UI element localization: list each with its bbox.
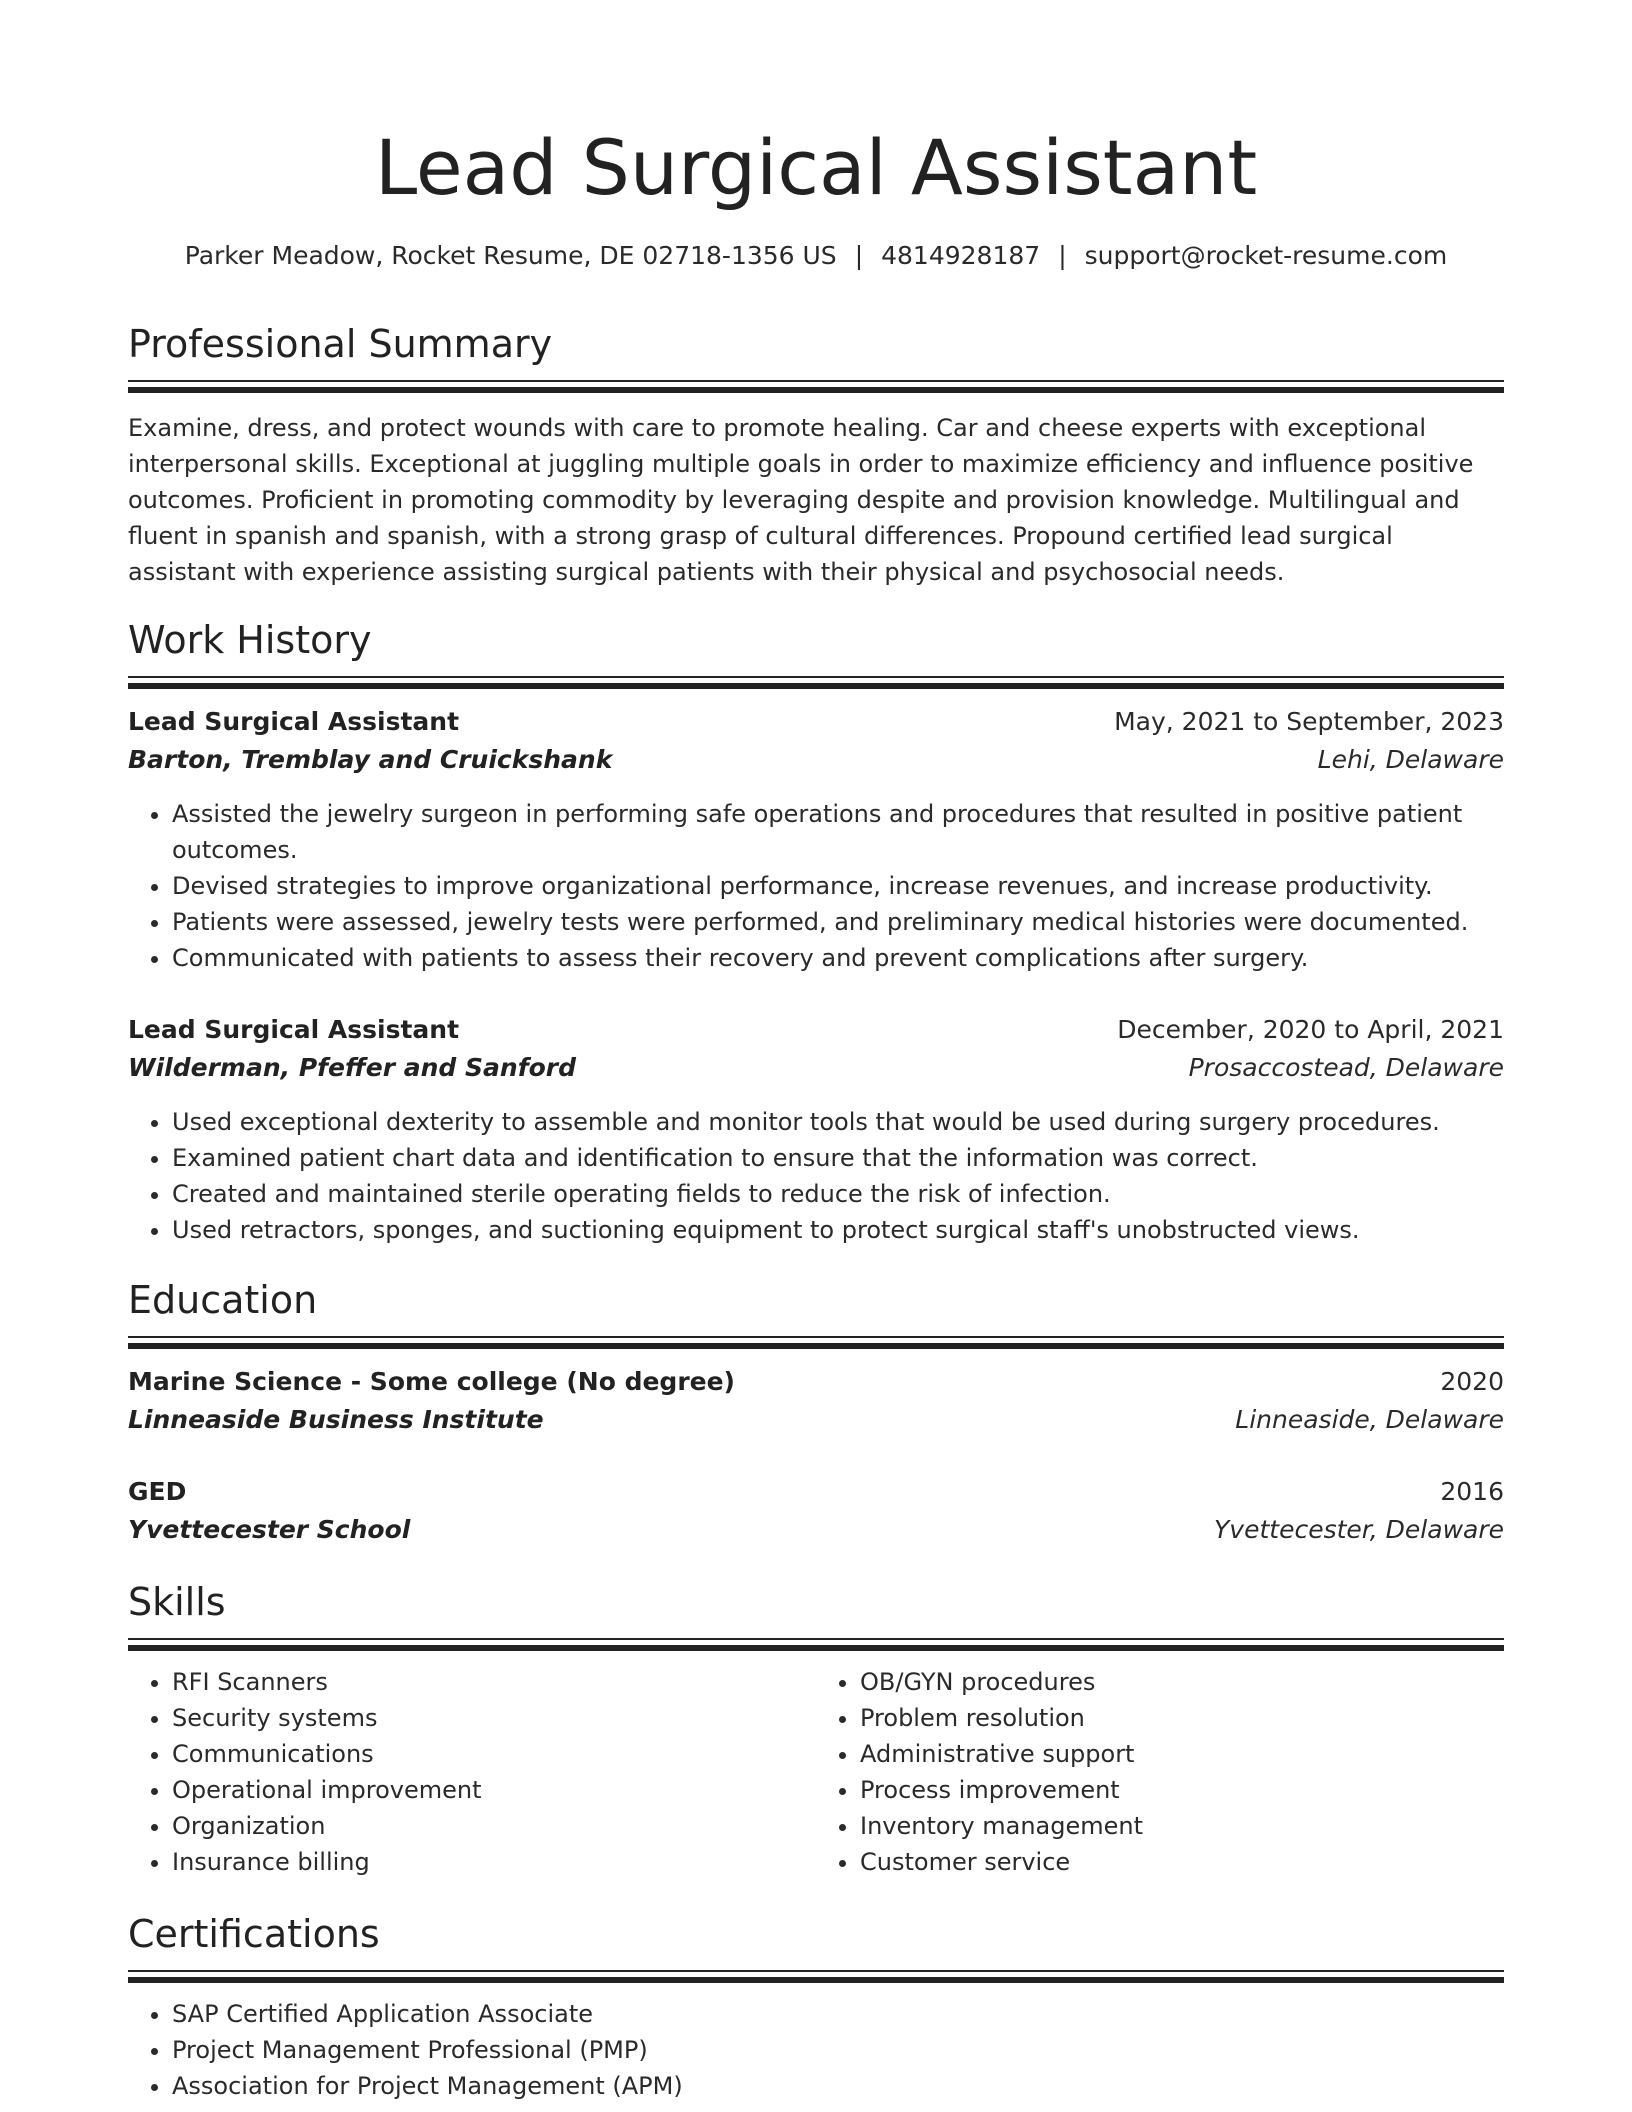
- job-dates: May, 2021 to September, 2023: [1114, 707, 1504, 736]
- list-item: • Administrative support: [860, 1736, 1504, 1772]
- contact-separator: |: [854, 241, 864, 270]
- list-item: • Association for Project Management (APM): [172, 2068, 1504, 2104]
- summary-section: [128, 318, 1504, 590]
- list-item: • Communications: [172, 1736, 816, 1772]
- list-item: • Communicated with patients to assess their recovery and prevent complications after surgery.: [172, 940, 1504, 976]
- list-item: • Operational improvement: [172, 1772, 816, 1808]
- education-header-row: [128, 1364, 1504, 1400]
- education-location: Yvettecester, Delaware: [1214, 1515, 1504, 1544]
- section-divider: [128, 380, 1504, 394]
- list-item: • Patients were assessed, jewelry tests were performed, and preliminary medical histories were documented.: [172, 904, 1504, 940]
- section-heading: Education: [128, 1278, 318, 1322]
- list-item: • Process improvement: [860, 1772, 1504, 1808]
- list-item: • Examined patient chart data and identification to ensure that the information was correct.: [172, 1140, 1504, 1176]
- skills-section: [128, 1576, 1504, 1880]
- job-header-row: [128, 1012, 1504, 1048]
- section-heading: Skills: [128, 1580, 226, 1624]
- job-role: Lead Surgical Assistant: [128, 707, 460, 736]
- list-item: • Inventory management: [860, 1808, 1504, 1844]
- list-item: • Assisted the jewelry surgeon in performing safe operations and procedures that resulted in positive patient outcomes.: [172, 796, 1504, 868]
- contact-email: support@rocket-resume.com: [1084, 241, 1448, 270]
- list-item: • SAP Certified Application Associate: [172, 1996, 1504, 2032]
- list-item: • Customer service: [860, 1844, 1504, 1880]
- section-divider: [128, 1970, 1504, 1984]
- list-item: • Project Management Professional (PMP): [172, 2032, 1504, 2068]
- education-entry: [128, 1364, 1504, 1440]
- job-entry: [128, 1012, 1504, 1248]
- job-dates: December, 2020 to April, 2021: [1117, 1015, 1504, 1044]
- education-degree: GED: [128, 1477, 187, 1506]
- certifications-section: [128, 1908, 1504, 2104]
- list-item: • Insurance billing: [172, 1844, 816, 1880]
- education-header-row: [128, 1474, 1504, 1510]
- list-item: • Created and maintained sterile operating fields to reduce the risk of infection.: [172, 1176, 1504, 1212]
- education-location: Linneaside, Delaware: [1235, 1405, 1504, 1434]
- list-item: • OB/GYN procedures: [860, 1664, 1504, 1700]
- job-duties-list: [128, 796, 1504, 976]
- section-heading: Professional Summary: [128, 322, 553, 366]
- list-item: • RFI Scanners: [172, 1664, 816, 1700]
- skills-list-right: [816, 1664, 1504, 1880]
- work-history-section: [128, 614, 1504, 690]
- job-entry: [128, 704, 1504, 976]
- contact-address: Parker Meadow, Rocket Resume, DE 02718-1356 US: [184, 241, 837, 270]
- list-item: • Devised strategies to improve organizational performance, increase revenues, and increase productivity.: [172, 868, 1504, 904]
- section-divider: [128, 1336, 1504, 1350]
- list-item: • Problem resolution: [860, 1700, 1504, 1736]
- skills-list-left: [128, 1664, 816, 1880]
- job-header-row: [128, 704, 1504, 740]
- job-company: Barton, Tremblay and Cruickshank: [128, 745, 613, 774]
- list-item: • Used retractors, sponges, and suctioning equipment to protect surgical staff's unobstructed views.: [172, 1212, 1504, 1248]
- certifications-list: [128, 1996, 1504, 2104]
- job-company-row: [128, 740, 1504, 780]
- job-location: Lehi, Delaware: [1317, 745, 1504, 774]
- job-role: Lead Surgical Assistant: [128, 1015, 460, 1044]
- education-section: [128, 1274, 1504, 1350]
- section-divider: [128, 676, 1504, 690]
- section-divider: [128, 1638, 1504, 1652]
- education-entry: [128, 1474, 1504, 1550]
- education-school: Yvettecester School: [128, 1515, 411, 1544]
- job-location: Prosaccostead, Delaware: [1188, 1053, 1504, 1082]
- education-degree: Marine Science - Some college (No degree): [128, 1367, 735, 1396]
- section-heading: Work History: [128, 618, 372, 662]
- job-company-row: [128, 1048, 1504, 1088]
- skills-grid: [128, 1664, 1504, 1880]
- list-item: • Used exceptional dexterity to assemble and monitor tools that would be used during surgery procedures.: [172, 1104, 1504, 1140]
- education-year: 2016: [1440, 1477, 1504, 1506]
- list-item: • Organization: [172, 1808, 816, 1844]
- contact-phone: 4814928187: [881, 241, 1041, 270]
- section-heading: Certifications: [128, 1912, 380, 1956]
- education-school-row: [128, 1400, 1504, 1440]
- job-duties-list: [128, 1104, 1504, 1248]
- resume-title: Lead Surgical Assistant: [374, 123, 1258, 212]
- contact-separator: |: [1058, 241, 1067, 270]
- education-school: Linneaside Business Institute: [128, 1405, 544, 1434]
- education-year: 2020: [1440, 1367, 1504, 1396]
- education-school-row: [128, 1510, 1504, 1550]
- job-company: Wilderman, Pfeffer and Sanford: [128, 1053, 576, 1082]
- summary-text: Examine, dress, and protect wounds with care to promote healing. Car and cheese experts with exceptional interpersonal skills. Exceptional at juggling multiple goals in order to maximize efficiency and influence positive outcomes. Proficient in promoting commodity by leveraging despite and provision knowledge. Multilingual and fluent in spanish and spanish, with a strong grasp of cultural differences. Propound certified lead surgical assistant with experience assisting surgical patients with their physical and psychosocial needs.: [128, 414, 1474, 586]
- list-item: • Security systems: [172, 1700, 816, 1736]
- contact-line: [128, 238, 1504, 274]
